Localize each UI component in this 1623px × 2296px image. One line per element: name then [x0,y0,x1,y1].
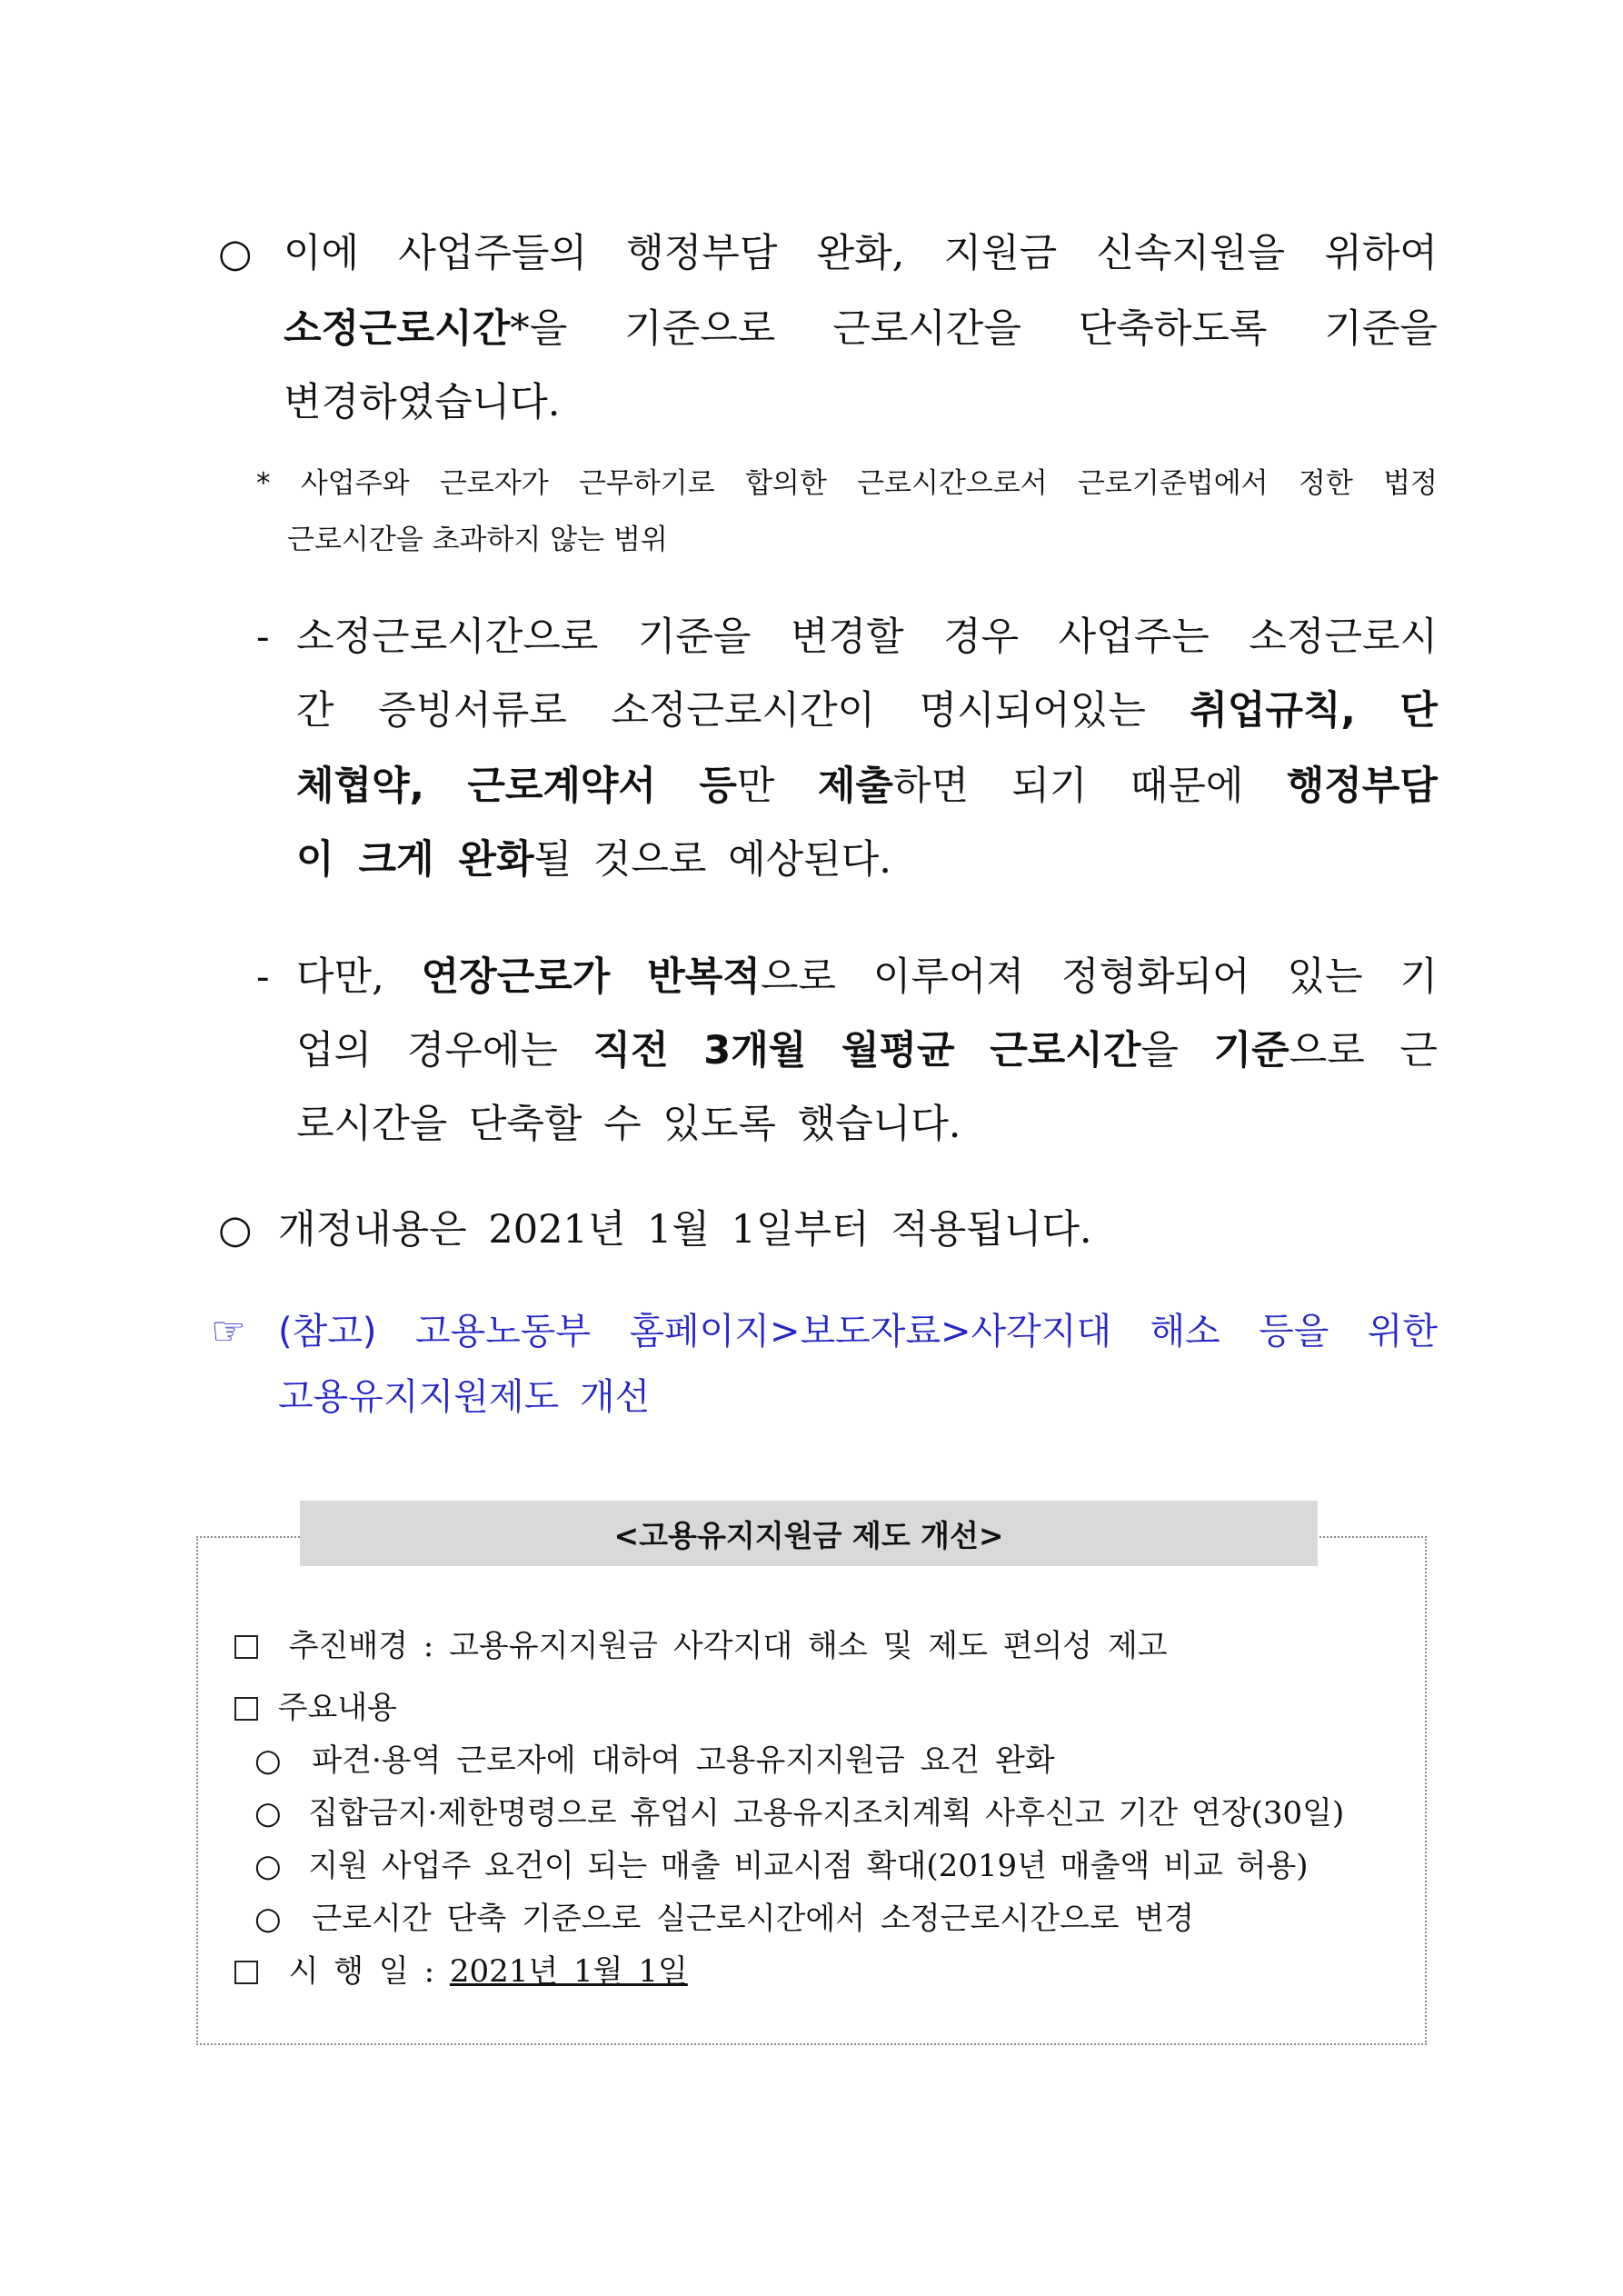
bold-text: 반복적 [647,954,761,1000]
summary-main-label: 주요내용 [277,1690,398,1726]
section1-line3: 변경하였습니다. [284,380,561,425]
word: 증빙서류로 [378,688,567,734]
bold-text: 연장근로가 [421,954,611,1000]
bold-text: 등 [699,764,737,809]
bullet-circle: ○ [254,1795,282,1832]
word-group [699,764,774,809]
bold-text: 행정부담 [1286,764,1438,809]
word: 근로시간으로서 [857,467,1048,500]
dash1-line3 [296,764,1438,809]
reference-link-line2[interactable]: 고용유지지원제도 개선 [278,1376,651,1418]
dash-marker: - [256,614,270,660]
word: *을 [510,306,568,352]
word: 행정부담 [626,231,778,276]
word: 기 [1399,954,1438,1000]
bold-text: 기준 [1213,1028,1289,1073]
word: 간 [296,688,334,734]
word: 등을 [1259,1311,1329,1353]
word: 사업주와 [300,467,410,500]
summary-item [254,1742,1055,1780]
word-group [1214,1028,1365,1073]
bullet-circle: ○ [218,1207,253,1253]
word: 소정근로시간으로 [296,614,599,660]
dash1-line1 [296,614,1438,660]
word: 이에 [284,231,360,276]
summary-background-row [234,1627,1168,1665]
word: 이루어져 [872,954,1024,1000]
pointing-hand-icon: ☞ [211,1309,246,1354]
bold-text: 직전 [592,1028,669,1073]
word: 법정 [1383,467,1438,500]
reference-link-line1[interactable] [278,1309,1438,1354]
word: 경우에는 [406,1028,558,1073]
footnote-asterisk: * [256,467,271,500]
word: 기준을 [637,614,752,660]
footnote-line2: 근로시간을 초과하지 않는 범위 [287,524,668,556]
word: 근로자가 [439,467,549,500]
word: 정형화되어 [1060,954,1250,1000]
word: 으로 [1289,1028,1365,1073]
bold-text: 소정근로시간 [284,306,511,352]
word: 홈페이지>보도자료>사각지대 [629,1311,1112,1353]
dash1-line2 [296,688,1438,734]
bold-text: 근로계약서 [467,764,657,809]
word: 소정근로시간이 [611,688,876,734]
checkbox-square-icon [234,1697,258,1721]
word: 경우 [943,614,1020,660]
summary-box-title: <고용유지지원금 제도 개선> [300,1501,1318,1566]
word-group [990,1028,1179,1073]
checkbox-square-icon [234,1635,258,1659]
summary-item-text: 근로시간 단축 기준으로 실근로시간에서 소정근로시간으로 변경 [312,1901,1195,1937]
word: 신속지원을 [1096,231,1286,276]
bold-text: 체협약, [296,764,424,809]
word: 기준을 [1324,306,1438,352]
bullet-circle: ○ [254,1848,282,1884]
word: 으로 [760,954,836,1000]
effective-date-value: 2021년 1월 1일 [449,1953,688,1990]
bold-text: 이 크게 완화 [296,837,534,883]
word: 되기 [1011,764,1088,809]
bold-text: 3개월 [703,1028,807,1073]
dash-marker: - [256,954,270,1000]
summary-item [254,1847,1309,1885]
bold-text: 근로시간 [990,1028,1141,1073]
word: 사업주는 [1058,614,1210,660]
word: 명시되어있는 [919,688,1146,734]
effective-date-label: 시 행 일 : [288,1953,435,1990]
summary-item [254,1794,1344,1832]
word: 해소 [1150,1311,1220,1353]
word: 위하여 [1324,231,1438,276]
bold-text: 제출 [817,764,893,809]
bold-text: 단 [1399,688,1438,734]
word: 다만, [296,954,384,1000]
bullet-circle: ○ [254,1901,282,1937]
word: 만 [736,764,775,809]
word: 될 것으로 예상된다. [533,837,891,883]
bullet-circle: ○ [254,1742,282,1779]
word: 변경할 [790,614,904,660]
summary-item-text: 파견·용역 근로자에 대하여 고용유지지원금 요건 완화 [312,1742,1055,1779]
word: 완화, [816,231,905,276]
word: 근로기준법에서 [1077,467,1269,500]
word: 하면 [892,764,969,809]
word: 근무하기로 [578,467,715,500]
summary-main-row [234,1689,397,1727]
emphasis-term [284,306,567,352]
summary-item-text: 집합금지·제한명령으로 휴업시 고용유지조치계획 사후신고 기간 연장(30일) [308,1795,1345,1832]
bullet-circle: ○ [218,231,253,276]
word: 사업주들의 [398,231,587,276]
footnote-line1 [256,465,1438,502]
summary-item [254,1900,1194,1938]
dash1-line4 [296,837,891,883]
word: 고용노동부 [414,1311,592,1353]
section1-line2 [284,306,1438,352]
section1-line1 [284,231,1438,276]
word: 을 [1140,1028,1179,1073]
word-group [647,954,836,1000]
bold-text: 취업규칙, [1190,688,1356,734]
word: 합의한 [744,467,827,500]
word: 때문에 [1130,764,1244,809]
word: 위한 [1367,1311,1438,1353]
word: 지원금 [943,231,1058,276]
word: 근로시간을 [832,306,1021,352]
summary-item-text: 지원 사업주 요건이 되는 매출 비교시점 확대(2019년 매출액 비교 허용) [308,1848,1309,1884]
word: 근 [1399,1028,1438,1073]
checkbox-square-icon [234,1961,258,1984]
word: 있는 [1287,954,1363,1000]
word: 정한 [1298,467,1353,500]
summary-background-text: 추진배경 : 고용유지지원금 사각지대 해소 및 제도 편의성 제고 [288,1628,1168,1664]
dash2-line3: 로시간을 단축할 수 있도록 했습니다. [296,1102,961,1147]
word: 단축하도록 [1078,306,1268,352]
dash2-line1 [296,954,1438,1000]
word: (참고) [278,1311,377,1353]
word-group [818,764,969,809]
word: 기준으로 [624,306,776,352]
word: 소정근로시 [1249,614,1438,660]
bold-text: 월평균 [841,1028,955,1073]
dash2-line2 [296,1028,1438,1073]
section2-text: 개정내용은 2021년 1월 1일부터 적용됩니다. [278,1207,1092,1253]
word: 업의 [296,1028,373,1073]
summary-effective-row [234,1952,688,1991]
